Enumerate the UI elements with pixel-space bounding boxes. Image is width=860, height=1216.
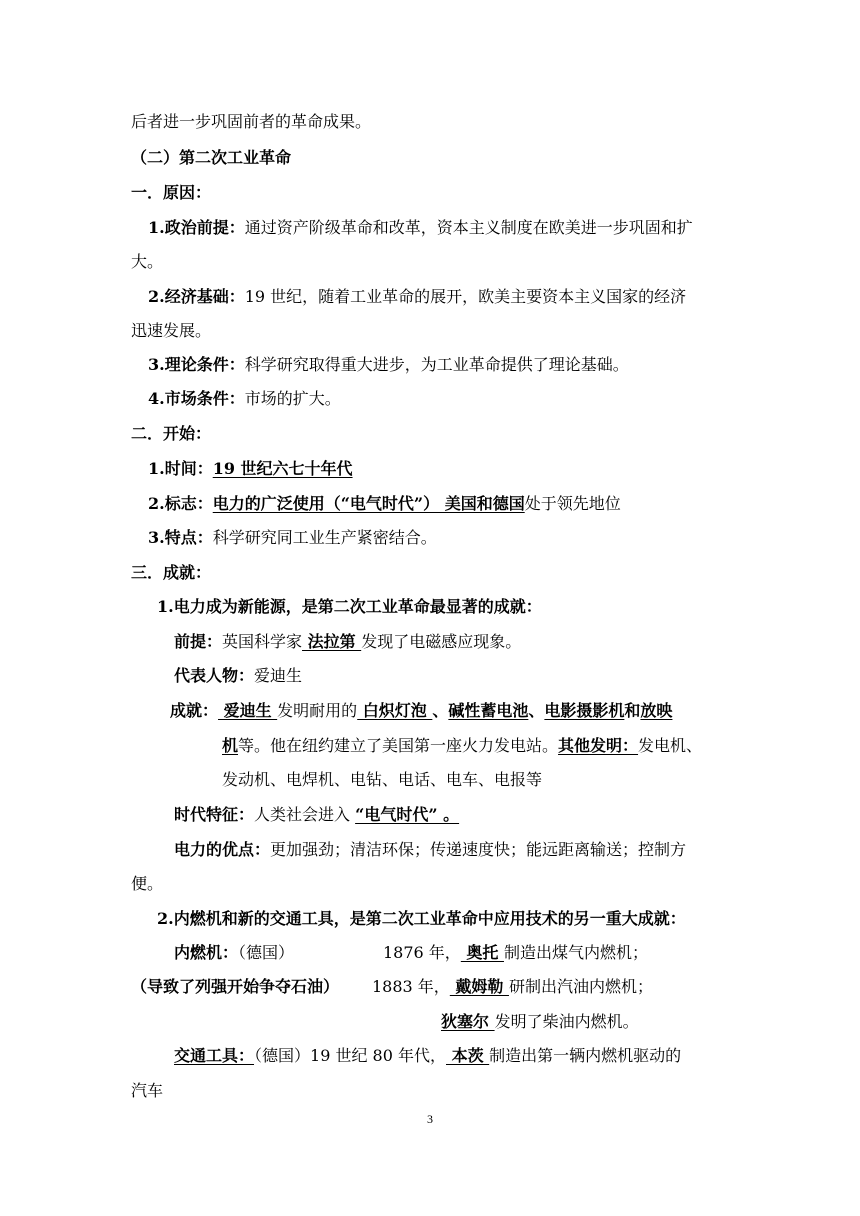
representative-line [174, 666, 302, 686]
text: 英国科学家 [222, 632, 303, 651]
cause-item [148, 355, 629, 375]
text: 后者进一步巩固前者的革命成果。 [131, 112, 372, 131]
section-title [131, 148, 291, 168]
cause-item-cont [131, 321, 211, 341]
text: 制造出煤气内燃机； [503, 943, 648, 962]
text: 科学研究取得重大进步，为工业革命提供了理论基础。 [244, 355, 629, 374]
label: 时代特征： [174, 805, 255, 824]
underlined-value: 狄塞尔 [441, 1012, 495, 1031]
text: 人类社会进入 [254, 805, 356, 824]
text: 制造出第一辆内燃机驱动的 [489, 1046, 682, 1065]
text: （二）第二次工业革命 [131, 148, 292, 167]
underlined-value: 法拉第 [302, 632, 362, 651]
text: 和 [624, 701, 641, 720]
advantage-line [174, 840, 686, 860]
start-item [148, 494, 621, 514]
underlined-value: 碱性蓄电池 [448, 701, 529, 720]
achievement-title [157, 909, 686, 929]
text: 二．开始： [131, 424, 212, 443]
text: 处于领先地位 [524, 494, 621, 513]
heading-causes [131, 183, 211, 203]
text: 大。 [131, 252, 164, 271]
oil-note [131, 977, 339, 997]
text: 等。他在纽约建立了美国第一座火力发电站。 [238, 736, 559, 755]
text: 1883 年， [372, 977, 450, 996]
text: 1876 年， [383, 943, 461, 962]
underlined-value: 电力的广泛使用（“电气时代”） 美国和德国 [212, 494, 525, 513]
text: 一．原因： [131, 183, 212, 202]
achievement-line [170, 701, 672, 721]
label: 1.时间： [148, 459, 213, 478]
cause-item-cont [131, 252, 163, 272]
achievement-title [157, 597, 542, 617]
achievement-line [222, 736, 702, 756]
text: 发现了电磁感应现象。 [361, 632, 522, 651]
cause-item [148, 389, 341, 409]
text: 通过资产阶级革命和改革，资本主义制度在欧美进一步巩固和扩 [244, 218, 693, 237]
text: 更加强劲；清洁环保；传递速度快；能远距离输送；控制方 [270, 840, 687, 859]
underlined-value: 电影摄影机 [544, 701, 625, 720]
heading-achievements [131, 563, 211, 583]
underlined-value: 机 [222, 736, 239, 755]
text: 发明耐用的 [277, 701, 358, 720]
text: 科学研究同工业生产紧密结合。 [212, 528, 437, 547]
underlined-value: “电气时代” 。 [355, 805, 460, 824]
label: 2.标志： [148, 494, 213, 513]
label: 4.市场条件： [148, 389, 245, 408]
underlined-value: 19 世纪六七十年代 [212, 459, 353, 478]
label: 电力的优点： [174, 840, 271, 859]
era-line [174, 805, 459, 825]
text: 爱迪生 [254, 666, 303, 685]
paragraph-line [131, 112, 371, 132]
page-number: 3 [427, 1112, 433, 1126]
transport-line [174, 1046, 681, 1066]
underlined-value: 放映 [640, 701, 673, 720]
label: 内燃机： [174, 943, 239, 962]
label: 代表人物： [174, 666, 255, 685]
text: 便。 [131, 874, 164, 893]
engine-line [441, 1012, 639, 1032]
premise-line [174, 632, 521, 652]
text: 2.内燃机和新的交通工具，是第二次工业革命中应用技术的另一重大成就： [157, 909, 686, 928]
text: 发动机、电焊机、电钻、电话、电车、电报等 [222, 770, 543, 789]
underlined-value: 爱迪生 [218, 701, 278, 720]
text: 19 世纪，随着工业革命的展开，欧美主要资本主义国家的经济 [244, 287, 687, 306]
underlined-value: 戴姆勒 [449, 977, 509, 996]
underlined-value: 本茨 [446, 1046, 490, 1065]
cause-item [148, 218, 693, 238]
label: 成就： [170, 701, 219, 720]
text: 市场的扩大。 [244, 389, 341, 408]
text: 迅速发展。 [131, 321, 212, 340]
start-item [148, 459, 353, 479]
text: 三．成就： [131, 563, 212, 582]
label: 3.理论条件： [148, 355, 245, 374]
text: 汽车 [131, 1081, 164, 1100]
text: 1.电力成为新能源，是第二次工业革命最显著的成就： [157, 597, 542, 616]
underlined-value: 白炽灯泡 [357, 701, 433, 720]
engine-line [174, 943, 294, 963]
cause-item [148, 287, 686, 307]
label: 1.政治前提： [148, 218, 245, 237]
label: 3.特点： [148, 528, 213, 547]
text: 、 [432, 701, 449, 720]
label: 交通工具： [174, 1046, 255, 1065]
text: 发明了柴油内燃机。 [494, 1012, 639, 1031]
text: （德国）19 世纪 80 年代， [254, 1046, 446, 1065]
underlined-value: 奥托 [460, 943, 504, 962]
transport-line-cont [131, 1081, 163, 1101]
text: （德国） [238, 943, 295, 962]
achievement-line [222, 770, 542, 790]
advantage-line-cont [131, 874, 163, 894]
text: 、 [528, 701, 545, 720]
engine-line [383, 943, 648, 963]
text: 发电机、 [638, 736, 703, 755]
label: 2.经济基础： [148, 287, 245, 306]
text: （导致了列强开始争夺石油） [131, 977, 340, 996]
underlined-value: 其他发明： [558, 736, 639, 755]
engine-line [372, 977, 653, 997]
start-item [148, 528, 437, 548]
text: 研制出汽油内燃机； [508, 977, 653, 996]
heading-start [131, 424, 211, 444]
label: 前提： [174, 632, 223, 651]
